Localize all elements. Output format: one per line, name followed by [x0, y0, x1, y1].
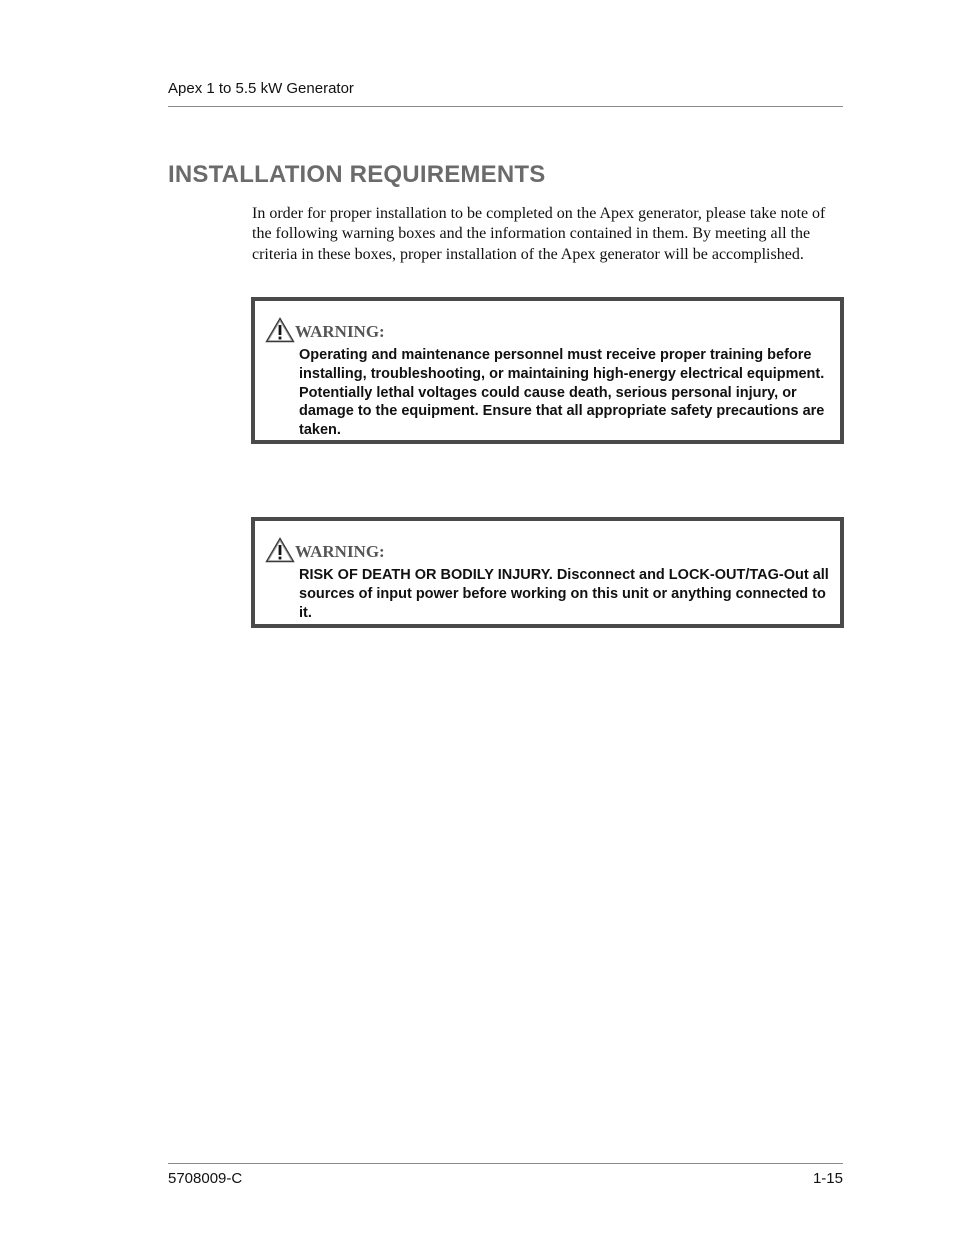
running-header: Apex 1 to 5.5 kW Generator	[168, 80, 354, 97]
footer-rule	[168, 1163, 843, 1164]
warning-label: WARNING:	[295, 542, 385, 561]
warning-label: WARNING:	[295, 322, 385, 341]
intro-paragraph: In order for proper installation to be completed on the Apex generator, please take note of the following warning boxes and the information contained in them. By meeting all the criteria in these boxes, proper installation of the Apex generator will be accomplished.	[252, 205, 826, 263]
warning-text: Operating and maintenance personnel must receive proper training before installing, troubleshooting, or maintaining high-energy electrical equipment. Potentially lethal voltages could cause death, serious personal injury, or damage to the equipment. Ensure that all appropriate safety precautions are taken.	[299, 347, 825, 439]
warning-triangle-icon	[265, 537, 295, 563]
document-number: 5708009-C	[168, 1170, 243, 1187]
warning-box-lockout	[251, 517, 844, 628]
header-rule	[168, 106, 843, 107]
section-title: INSTALLATION REQUIREMENTS	[168, 161, 546, 188]
warning-triangle-icon	[265, 317, 295, 343]
page-number: 1-15	[812, 1170, 843, 1187]
warning-heading	[265, 315, 385, 343]
warning-box-training	[251, 297, 844, 444]
warning-heading	[265, 535, 385, 563]
warning-text: RISK OF DEATH OR BODILY INJURY. Disconnect and LOCK-OUT/TAG-Out all sources of input power before working on this unit or anything connected to it.	[299, 567, 829, 621]
